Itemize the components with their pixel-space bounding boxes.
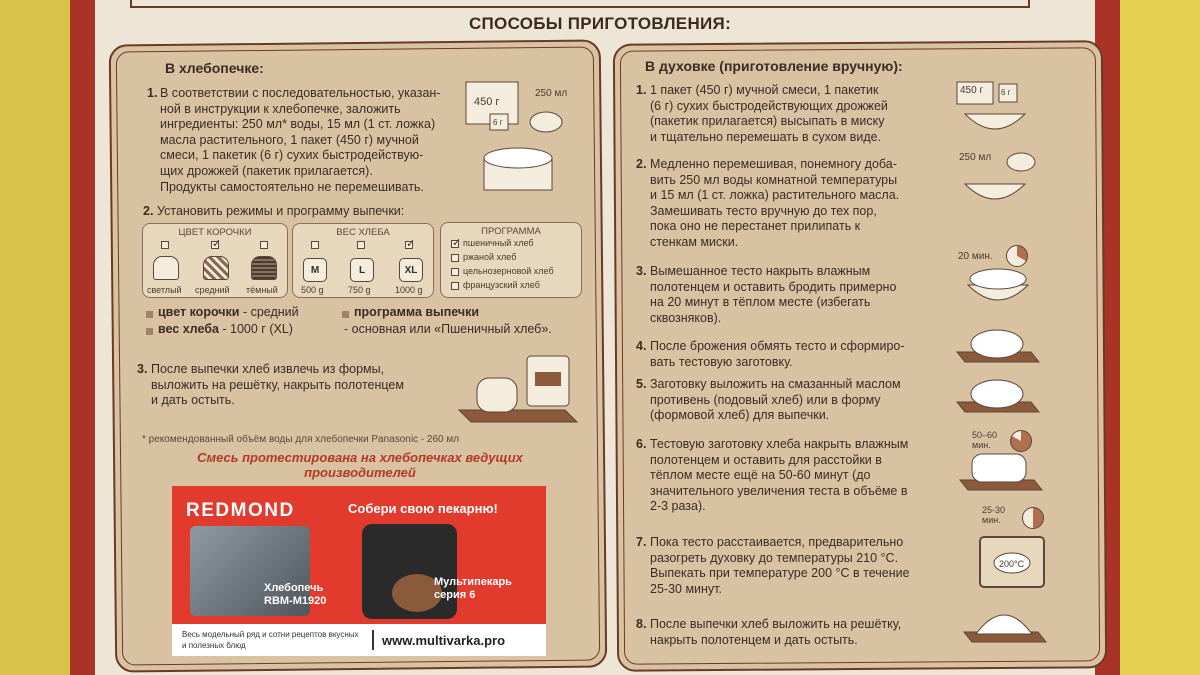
oven-step-text <box>650 535 965 597</box>
water-pour-illustration <box>955 148 1040 210</box>
oven-step-line: Тестовую заготовку хлеба накрыть влажным <box>650 437 909 451</box>
bread-weight-box <box>292 223 434 298</box>
light-loaf-icon <box>153 256 179 280</box>
oven-illustration <box>968 505 1048 593</box>
shaping-drawing <box>955 320 1040 365</box>
program-wholegrain: цельнозерновой хлеб <box>463 266 554 276</box>
program-wheat-checkbox[interactable] <box>451 240 459 248</box>
medium-loaf-icon <box>203 256 229 280</box>
program-wheat: пшеничный хлеб <box>463 238 534 248</box>
oven-step-line: Вымешанное тесто накрыть влажным <box>650 264 871 278</box>
step1-number: 1. <box>147 86 158 100</box>
ad-divider <box>372 630 374 650</box>
step1-line: щих дрожжей (пакетик прилагается). <box>160 163 373 178</box>
oven-step-line: 25-30 минут. <box>650 581 722 596</box>
rising-time-label: 20 мин. <box>958 251 993 262</box>
oven-step-number: 5. <box>636 377 647 391</box>
oven-step-text <box>650 617 965 648</box>
cooling-drawing <box>455 350 580 425</box>
oven-step-line: Пока тесто расстаивается, предварительно <box>650 535 904 549</box>
weight-l-checkbox[interactable] <box>357 241 365 249</box>
step2-number: 2. <box>143 204 154 218</box>
oven-step-line: (6 г) сухих быстродействующих дрожжей <box>650 98 888 113</box>
step2-text: Установить режимы и программу выпечки: <box>157 204 405 218</box>
oven-step-line: сквозняков). <box>650 310 722 325</box>
breadmaker-ingredients-illustration <box>462 78 582 198</box>
product1-model: RBM-M1920 <box>264 595 327 607</box>
crust-option-light: светлый <box>147 285 182 295</box>
weight-m-checkbox[interactable] <box>311 241 319 249</box>
legend-crust <box>158 305 299 321</box>
tray-drawing <box>955 370 1040 415</box>
tested-line: производителей <box>304 465 416 480</box>
step1-line: масла растительного, 1 пакет (450 г) мучной <box>160 132 419 147</box>
program-rye-checkbox[interactable] <box>451 254 459 262</box>
baking-time-unit: мин. <box>982 515 1001 525</box>
tested-notice <box>150 450 570 480</box>
legend-crust-label: цвет корочки <box>158 305 240 319</box>
oven-step-line: пока оно не перестанет прилипать к <box>650 219 861 234</box>
oven-step-text <box>650 264 965 326</box>
ad-footer <box>172 624 546 656</box>
oven-step-text <box>650 377 965 424</box>
oven-step-line: вать тестовую заготовку. <box>650 354 793 369</box>
proofing-time-unit: мин. <box>972 440 991 450</box>
ad-footer-text: Весь модельный ряд и сотни рецептов вкусных и полезных блюд <box>182 630 359 650</box>
program-rye: ржаной хлеб <box>463 252 517 262</box>
oven-step-line: вить 250 мл воды комнатной температуры <box>650 172 898 187</box>
step1-line: ной в инструкции к хлебопечке, заложить <box>160 101 401 116</box>
cooling-bread-illustration <box>455 350 580 425</box>
ad-url-link[interactable]: www.multivarka.pro <box>382 633 506 648</box>
bread-weight-title: ВЕС ХЛЕБА <box>336 227 390 238</box>
step1-line: В соответствии с последовательностью, указан- <box>160 86 441 100</box>
redmond-logo: REDMOND <box>186 500 295 521</box>
page-title: СПОСОБЫ ПРИГОТОВЛЕНИЯ: <box>468 14 732 33</box>
crust-option-dark: тёмный <box>246 285 278 295</box>
oven-step-line: Замешивать тесто вручную до тех пор, <box>650 203 877 218</box>
oven-step-line: разогреть духовку до температуры 210 °С. <box>650 550 899 565</box>
program-box <box>440 222 582 298</box>
legend-bullet <box>146 311 153 318</box>
program-wholegrain-checkbox[interactable] <box>451 268 459 276</box>
product2-series: серия 6 <box>434 589 476 601</box>
yeast-weight-label: 6 г <box>493 118 503 127</box>
tested-line: Смесь протестирована на хлебопечках ведущих <box>197 450 523 465</box>
size-l: L <box>350 258 374 282</box>
legend-bullet <box>146 328 153 335</box>
oven-step-line: 1 пакет (450 г) мучной смеси, 1 пакетик <box>650 83 879 97</box>
shaping-illustration <box>955 320 1040 365</box>
product2-label <box>434 576 512 602</box>
legend-crust-value: - средний <box>239 305 299 319</box>
proofing-drawing <box>958 430 1043 495</box>
bowl-yeast-label: 6 г <box>1001 88 1011 97</box>
program-french: французский хлеб <box>463 280 540 290</box>
size-m: M <box>303 258 327 282</box>
oven-heading: В духовке (приготовление вручную): <box>645 58 903 74</box>
dark-loaf-icon <box>251 256 277 280</box>
size-xl: XL <box>399 258 423 282</box>
step1-line: смеси, 1 пакетик (6 г) сухих быстродействую- <box>160 148 424 163</box>
oven-step-number: 1. <box>636 83 647 97</box>
oven-step-line: стенкам миски. <box>650 234 739 249</box>
step3-line: После выпечки хлеб извлечь из формы, <box>151 362 385 376</box>
oven-step-line: полотенцем и оставить для расстойки в <box>650 452 882 467</box>
legend-weight-value: - 1000 г (XL) <box>218 322 293 336</box>
oven-temp-label: 200°С <box>999 559 1025 569</box>
bowl-bag-label: 450 г <box>960 85 984 96</box>
oven-step-line: на 20 минут в тёплом месте (избегать <box>650 295 871 310</box>
oven-step-number: 7. <box>636 535 647 549</box>
oven-drawing <box>968 505 1048 593</box>
oven-step-number: 6. <box>636 437 647 451</box>
bowl-mix-illustration <box>955 78 1040 140</box>
oven-step-line: 2-3 раза). <box>650 499 706 514</box>
oven-step-line: полотенцем и оставить бродить примерно <box>650 279 897 294</box>
oven-step-line: и 15 мл (1 ст. ложка) растительного масла. <box>650 188 900 203</box>
legend-program-label: программа выпечки <box>354 305 480 319</box>
oven-step-line: Выпекать при температуре 200 °С в течение <box>650 566 910 581</box>
weight-750: 750 g <box>348 285 371 295</box>
oven-step-line: значительного увеличения теста в объёме в <box>650 483 908 498</box>
top-frame <box>130 0 1030 8</box>
bag-weight-label: 450 г <box>474 96 500 108</box>
oven-step-line: После брожения обмять тесто и сформиро- <box>650 339 905 353</box>
breadmaker-heading: В хлебопечке: <box>165 60 264 76</box>
proofing-time-value: 50–60 <box>972 430 998 440</box>
product1-label <box>264 582 326 608</box>
program-french-checkbox[interactable] <box>451 282 459 290</box>
dough-bowl-drawing <box>958 245 1038 310</box>
water-label: 250 мл <box>959 152 992 163</box>
oven-step-line: тёплом месте ещё на 50-60 минут (до <box>650 468 871 483</box>
rack-drawing <box>962 596 1047 646</box>
legend-weight <box>158 322 293 338</box>
crust-option-medium: средний <box>195 285 230 295</box>
crust-color-box <box>142 223 288 298</box>
water-volume-label: 250 мл <box>535 88 568 99</box>
oven-step-line: и тщательно перемешать в сухом виде. <box>650 129 882 144</box>
rising-dough-illustration <box>958 245 1038 310</box>
step1-line: ингредиенты: 250 мл* воды, 15 мл (1 ст. ложка) <box>160 117 436 132</box>
product2-name: Мультипекарь <box>434 576 512 588</box>
legend-program-value: - основная или «Пшеничный хлеб». <box>344 322 552 336</box>
crust-light-checkbox[interactable] <box>161 241 169 249</box>
oven-step-line: После выпечки хлеб выложить на решётку, <box>650 617 902 631</box>
oven-step-text <box>650 157 965 251</box>
oven-step-number: 4. <box>636 339 647 353</box>
legend-weight-label: вес хлеба <box>158 322 219 336</box>
legend-bullet <box>342 311 349 318</box>
oven-step-line: (пакетик прилагается) высыпать в миску <box>650 114 885 129</box>
footnote: * рекомендованный объём воды для хлебопечки Panasonic - 260 мл <box>142 434 460 445</box>
oven-step-line: Заготовку выложить на смазанный маслом <box>650 377 901 391</box>
proofing-illustration <box>958 430 1043 495</box>
oven-step-text <box>650 437 965 515</box>
redmond-ad <box>172 486 546 656</box>
step3-text <box>151 362 451 409</box>
oven-step-text <box>650 83 965 145</box>
program-title: ПРОГРАММА <box>481 226 541 237</box>
product1-name: Хлебопечь <box>264 582 324 594</box>
baking-time-value: 25-30 <box>982 505 1006 515</box>
oven-step-line: Медленно перемешивая, понемногу доба- <box>650 157 897 171</box>
oven-step-line: (формовой хлеб) для выпечки. <box>650 408 830 423</box>
crust-color-title: ЦВЕТ КОРОЧКИ <box>178 227 252 238</box>
cooling-rack-illustration <box>962 596 1047 646</box>
step1-text <box>160 86 460 195</box>
oven-step-number: 8. <box>636 617 647 631</box>
oven-step-line: противень (подовый хлеб) или в форму <box>650 392 881 407</box>
oven-step-text <box>650 339 965 370</box>
weight-xl-checkbox[interactable] <box>405 241 413 249</box>
oven-step-number: 3. <box>636 264 647 278</box>
step3-line: выложить на решётку, накрыть полотенцем <box>151 377 404 392</box>
weight-1000: 1000 g <box>395 285 423 295</box>
oven-step-line: накрыть полотенцем и дать остыть. <box>650 632 858 647</box>
step3-number: 3. <box>137 362 148 376</box>
crust-dark-checkbox[interactable] <box>260 241 268 249</box>
oven-step-number: 2. <box>636 157 647 171</box>
weight-500: 500 g <box>301 285 324 295</box>
baking-tray-illustration <box>955 370 1040 415</box>
step1-line: Продукты самостоятельно не перемешивать. <box>160 179 424 194</box>
ad-slogan: Собери свою пекарню! <box>348 501 498 516</box>
step3-line: и дать остыть. <box>151 393 235 408</box>
crust-medium-checkbox[interactable] <box>211 241 219 249</box>
